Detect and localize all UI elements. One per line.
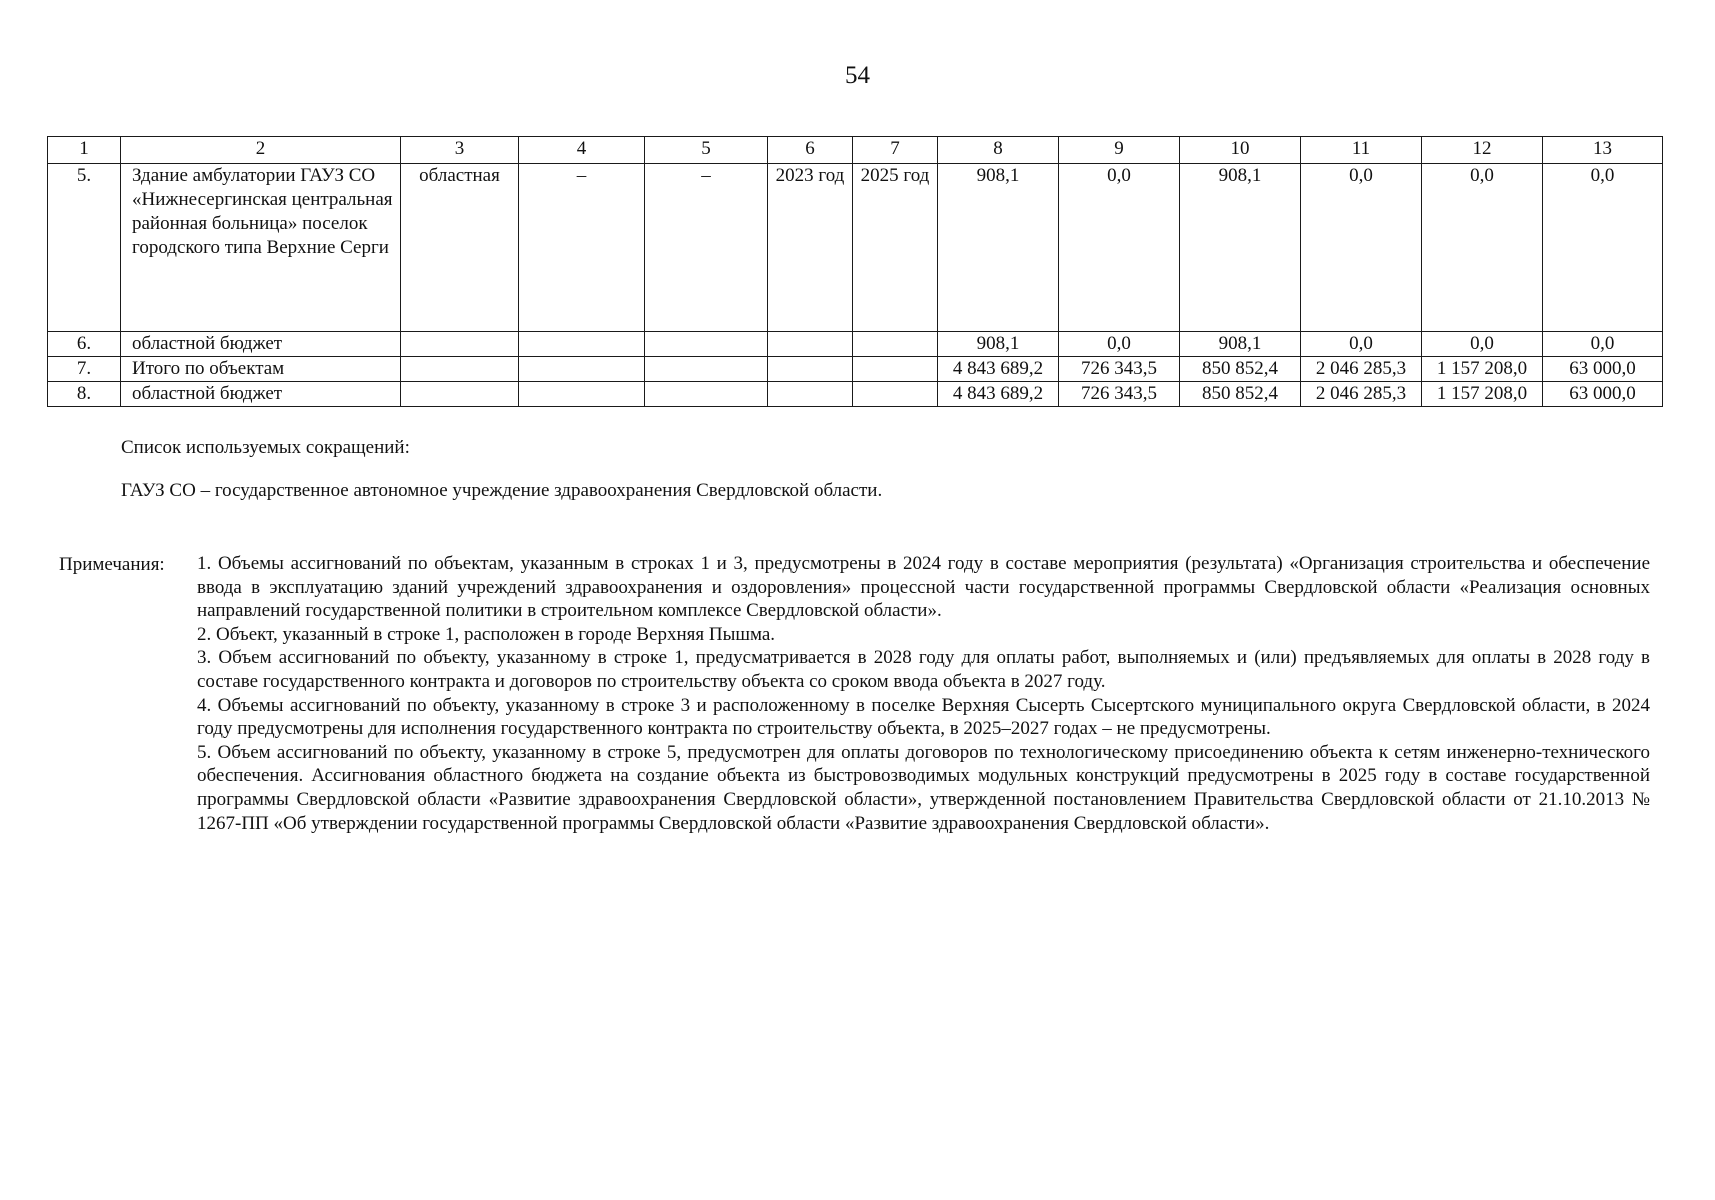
table-cell [401, 357, 519, 382]
column-header: 6 [768, 137, 853, 164]
table-row [48, 332, 1663, 357]
amount-cell: 0,0 [1543, 332, 1663, 357]
amount-cell: 1 157 208,0 [1422, 357, 1543, 382]
note-item: 1. Объемы ассигнований по объектам, указанным в строках 1 и 3, предусмотрены в 2024 году в составе мероприятия (результата) «Организация строительства и обеспечение ввода в эксплуатацию зданий учреждений здравоохранения и оздоровления» процессной части государственной программы Свердловской области «Реализация основных направлений государственной политики в строительном комплексе Свердловской области». [197, 553, 1650, 622]
table-cell [768, 382, 853, 407]
row-number-cell: 8. [48, 382, 121, 407]
amount-cell: 726 343,5 [1059, 357, 1180, 382]
amount-cell: 1 157 208,0 [1422, 382, 1543, 407]
amount-cell: 908,1 [1180, 332, 1301, 357]
amount-cell: 2 046 285,3 [1301, 382, 1422, 407]
amount-cell: 908,1 [1180, 164, 1301, 332]
amount-cell: 0,0 [1422, 164, 1543, 332]
table-cell [853, 357, 938, 382]
table-header-row [48, 137, 1663, 164]
column-header: 3 [401, 137, 519, 164]
amount-cell: 908,1 [938, 332, 1059, 357]
column-header: 4 [519, 137, 645, 164]
row-number-cell: 6. [48, 332, 121, 357]
amount-cell: 850 852,4 [1180, 357, 1301, 382]
table-cell [645, 382, 768, 407]
column-header: 2 [121, 137, 401, 164]
table-cell [768, 357, 853, 382]
table-row [48, 382, 1663, 407]
abbreviations-title: Список используемых сокращений: [121, 437, 410, 458]
table-cell: – [645, 164, 768, 332]
notes-label: Примечания: [59, 554, 165, 575]
table-cell [768, 332, 853, 357]
row-number-cell: 5. [48, 164, 121, 332]
table-cell [401, 332, 519, 357]
amount-cell: 0,0 [1301, 332, 1422, 357]
note-item: 5. Объем ассигнований по объекту, указанному в строке 5, предусмотрен для оплаты договоров по технологическому присоединению объекта к сетям инженерно-технического обеспечения. Ассигнования областного бюджета на создание объекта из быстровозводимых модульных конструкций предусмотрены в 2025 году в составе государственной программы Свердловской области «Развитие здравоохранения Свердловской области», утвержденной постановлением Правительства Свердловской области от 21.10.2013 № 1267-ПП «Об утверждении государственной программы Свердловской области «Развитие здравоохранения Свердловской области». [197, 741, 1650, 834]
table-row [48, 357, 1663, 382]
object-name-cell: Здание амбулатории ГАУЗ СО «Нижнесергинская центральная районная больница» поселок городского типа Верхние Серги [121, 164, 401, 332]
amount-cell: 63 000,0 [1543, 382, 1663, 407]
column-header: 11 [1301, 137, 1422, 164]
column-header: 8 [938, 137, 1059, 164]
amount-cell: 0,0 [1543, 164, 1663, 332]
amount-cell: 850 852,4 [1180, 382, 1301, 407]
amount-cell: 726 343,5 [1059, 382, 1180, 407]
start-year-cell: 2023 год [768, 164, 853, 332]
table-cell [853, 382, 938, 407]
table-cell [519, 382, 645, 407]
amount-cell: 0,0 [1422, 332, 1543, 357]
table-row [48, 164, 1663, 332]
column-header: 10 [1180, 137, 1301, 164]
amount-cell: 0,0 [1301, 164, 1422, 332]
table-cell [645, 357, 768, 382]
column-header: 13 [1543, 137, 1663, 164]
level-cell: областная [401, 164, 519, 332]
amount-cell: 0,0 [1059, 164, 1180, 332]
note-item: 3. Объем ассигнований по объекту, указанному в строке 1, предусматривается в 2028 году для оплаты работ, выполняемых и (или) предъявляемых для оплаты в 2028 году в составе государственного контракта и договоров по строительству объекта со сроком ввода объекта в 2027 году. [197, 647, 1650, 692]
note-item: 2. Объект, указанный в строке 1, расположен в городе Верхняя Пышма. [197, 623, 776, 645]
note-item: 4. Объемы ассигнований по объекту, указанному в строке 3 и расположенному в поселке Верхняя Сысерть Сысертского муниципального округа Свердловской области, в 2024 году предусмотрены для исполнения государственного контракта по строительству объекта, в 2025–2027 годах – не предусмотрены. [197, 694, 1650, 740]
table-cell [519, 357, 645, 382]
table-cell [853, 332, 938, 357]
column-header: 5 [645, 137, 768, 164]
abbreviation-item: ГАУЗ СО – государственное автономное учреждение здравоохранения Свердловской области. [121, 480, 883, 501]
table-cell [401, 382, 519, 407]
column-header: 12 [1422, 137, 1543, 164]
notes-list [197, 552, 1650, 835]
amount-cell: 4 843 689,2 [938, 357, 1059, 382]
column-header: 1 [48, 137, 121, 164]
object-name-cell: областной бюджет [121, 382, 401, 407]
amount-cell: 2 046 285,3 [1301, 357, 1422, 382]
amount-cell: 63 000,0 [1543, 357, 1663, 382]
column-header: 7 [853, 137, 938, 164]
table-cell [645, 332, 768, 357]
end-year-cell: 2025 год [853, 164, 938, 332]
object-name-cell: областной бюджет [121, 332, 401, 357]
amount-cell: 0,0 [1059, 332, 1180, 357]
table-cell: – [519, 164, 645, 332]
budget-table [47, 136, 1663, 407]
amount-cell: 4 843 689,2 [938, 382, 1059, 407]
amount-cell: 908,1 [938, 164, 1059, 332]
page-number: 54 [845, 62, 870, 89]
object-name-cell: Итого по объектам [121, 357, 401, 382]
row-number-cell: 7. [48, 357, 121, 382]
table-cell [519, 332, 645, 357]
column-header: 9 [1059, 137, 1180, 164]
